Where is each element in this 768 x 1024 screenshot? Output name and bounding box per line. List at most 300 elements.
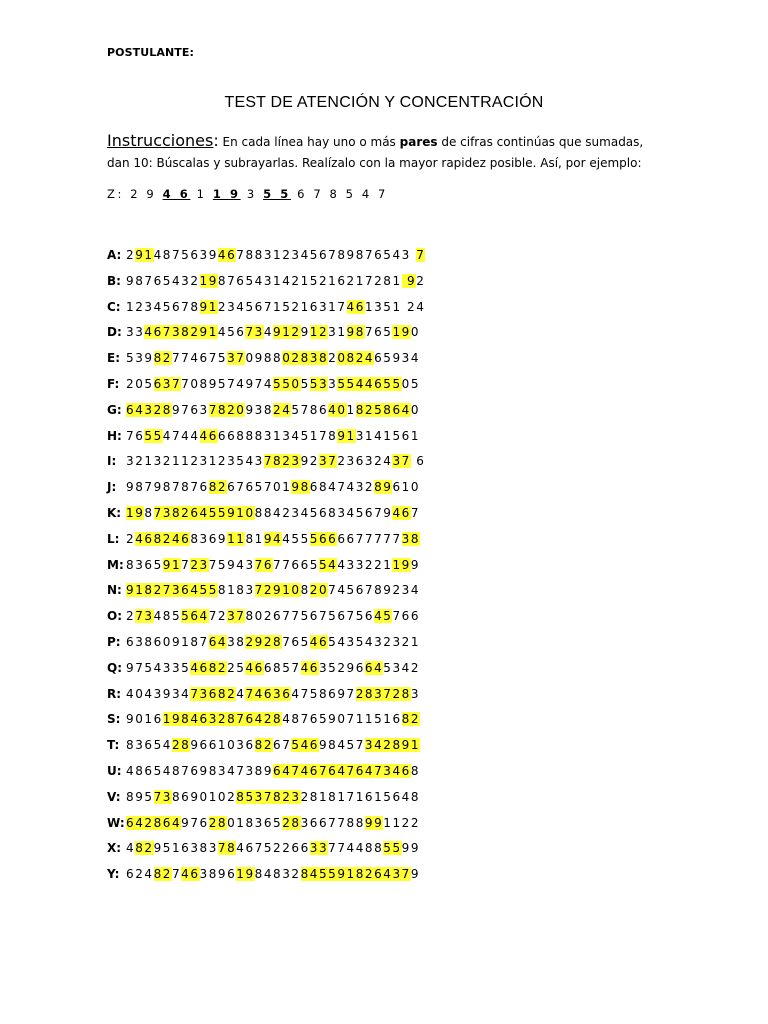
page-title: TEST DE ATENCIÓN Y CONCENTRACIÓN <box>224 94 544 111</box>
digit: 3 <box>401 583 411 598</box>
digit: 7 <box>383 686 393 701</box>
digit: 7 <box>318 428 329 443</box>
digit: 6 <box>374 867 384 882</box>
digit: 4 <box>282 763 292 778</box>
row-digits <box>126 504 420 522</box>
digit: 6 <box>273 763 283 778</box>
digit: 8 <box>383 402 393 417</box>
digit: 4 <box>199 609 209 624</box>
digit: 6 <box>309 609 319 624</box>
digit: 3 <box>374 686 384 701</box>
digit: 8 <box>300 480 310 495</box>
digit: 3 <box>392 867 402 882</box>
digit: 3 <box>208 712 218 727</box>
digit: 8 <box>153 531 163 546</box>
digit: 6 <box>337 531 347 546</box>
digit: 6 <box>392 789 402 804</box>
digit: 1 <box>383 712 393 727</box>
digit: 6 <box>181 583 191 598</box>
digit: 3 <box>254 325 264 340</box>
example-pair-underlined: 4 6 <box>162 187 191 201</box>
digit: 8 <box>410 789 420 804</box>
digit: 6 <box>328 531 338 546</box>
digit: 7 <box>227 376 237 391</box>
digit: 1 <box>346 867 356 882</box>
digit: 3 <box>263 273 273 288</box>
digit: 1 <box>282 325 292 340</box>
digit: 5 <box>217 505 228 520</box>
row-digits <box>126 736 420 754</box>
digit: 5 <box>273 376 283 391</box>
digit: 5 <box>318 867 329 882</box>
digit: 7 <box>337 815 347 830</box>
test-row <box>107 710 667 736</box>
digit: 8 <box>318 351 329 366</box>
digit: 6 <box>254 299 264 314</box>
digit: 7 <box>254 841 264 856</box>
digit: 4 <box>300 505 310 520</box>
digit: 4 <box>263 867 273 882</box>
digit: 4 <box>383 454 393 469</box>
digit: 0 <box>217 789 228 804</box>
digit: 2 <box>282 841 292 856</box>
test-row <box>107 788 667 814</box>
digit: 4 <box>217 325 228 340</box>
row-label: X: <box>107 841 122 856</box>
digit: 5 <box>392 376 402 391</box>
digit: 6 <box>291 557 301 572</box>
digit: 1 <box>374 789 384 804</box>
row-digits <box>126 865 420 883</box>
digit: 8 <box>162 609 172 624</box>
digit: 8 <box>153 815 163 830</box>
digit: 8 <box>217 686 228 701</box>
digit: 7 <box>374 531 384 546</box>
digit: 1 <box>282 480 292 495</box>
digit: 8 <box>171 789 182 804</box>
digit: 1 <box>355 712 365 727</box>
digit: 6 <box>346 531 356 546</box>
digit: 7 <box>236 763 246 778</box>
digit: 1 <box>273 273 283 288</box>
digit: 6 <box>355 454 365 469</box>
digit: 0 <box>190 376 200 391</box>
digit: 8 <box>346 815 356 830</box>
digit: 8 <box>126 738 136 753</box>
digit: 3 <box>126 454 136 469</box>
digit: 4 <box>346 299 356 314</box>
row-label: S: <box>107 712 121 727</box>
digit: 9 <box>410 841 420 856</box>
digit: 6 <box>153 325 163 340</box>
test-row <box>107 401 667 427</box>
digit: 9 <box>171 402 182 417</box>
test-row <box>107 659 667 685</box>
digit: 9 <box>401 841 411 856</box>
digit: 7 <box>282 609 292 624</box>
digit: 0 <box>291 583 301 598</box>
digit: 2 <box>181 505 191 520</box>
digit: 8 <box>392 738 402 753</box>
digit: 6 <box>392 712 402 727</box>
row-digits <box>126 814 420 832</box>
digit: 4 <box>217 248 228 262</box>
digit: 8 <box>273 789 283 804</box>
digit: 2 <box>282 815 292 830</box>
digit: 7 <box>181 351 191 366</box>
digit: 9 <box>410 867 420 882</box>
digit: 9 <box>162 686 172 701</box>
digit: 8 <box>300 583 310 598</box>
digit: 4 <box>236 841 246 856</box>
digit: 2 <box>309 454 319 469</box>
digit: 6 <box>364 660 375 675</box>
digit: 5 <box>346 376 356 391</box>
digit: 4 <box>410 583 420 598</box>
example-digits-plain: 2 9 <box>130 187 163 201</box>
digit: 1 <box>410 738 420 753</box>
digit: 6 <box>227 480 237 495</box>
digit: 3 <box>144 609 154 624</box>
digit: 9 <box>126 480 136 495</box>
digit: 2 <box>282 248 292 262</box>
row-digits <box>126 530 420 548</box>
digit: 7 <box>208 557 218 572</box>
digit: 8 <box>245 248 255 262</box>
digit: 2 <box>273 841 283 856</box>
digit: 9 <box>254 351 264 366</box>
digit: 4 <box>374 660 384 675</box>
digit: 7 <box>364 583 375 598</box>
digit: 6 <box>291 841 301 856</box>
digit: 7 <box>190 815 200 830</box>
digit: 7 <box>181 763 191 778</box>
digit: 6 <box>245 712 255 727</box>
digit: 5 <box>153 763 163 778</box>
digit: 3 <box>346 634 356 649</box>
digit: 2 <box>217 609 228 624</box>
digit: 6 <box>401 609 411 624</box>
digit: 0 <box>410 325 420 340</box>
digit: 4 <box>171 531 182 546</box>
digit: 6 <box>181 841 191 856</box>
digit: 4 <box>190 660 200 675</box>
digit: 1 <box>383 815 393 830</box>
instructions-bold-word: pares <box>399 135 438 149</box>
digit: 4 <box>153 660 163 675</box>
digit: 3 <box>374 299 384 314</box>
digit: 6 <box>263 686 273 701</box>
digit: 3 <box>245 557 255 572</box>
digit: 6 <box>364 609 375 624</box>
digit: 7 <box>227 273 237 288</box>
digit: 3 <box>374 634 384 649</box>
digit: 2 <box>208 815 218 830</box>
example-pair-underlined: 5 5 <box>263 187 291 201</box>
digit: 2 <box>374 273 384 288</box>
digit: 2 <box>282 505 292 520</box>
digit: 9 <box>227 557 237 572</box>
instructions-paragraph <box>107 130 667 174</box>
digit: 2 <box>407 299 417 314</box>
instructions-text-b: de cifras continúas que sumadas, dan 10: Búscalas y subrayarlas. Realízalo con la mayor rapidez posible. Así, por ejemplo: <box>107 135 644 170</box>
digit: 8 <box>254 248 264 262</box>
digit: 2 <box>282 454 292 469</box>
digit: 9 <box>153 841 163 856</box>
digit: 6 <box>309 738 319 753</box>
digit: 2 <box>364 402 375 417</box>
digit: 9 <box>401 325 411 340</box>
digit: 5 <box>410 376 420 391</box>
digit: 0 <box>291 376 301 391</box>
digit: 4 <box>199 505 209 520</box>
digit: 8 <box>135 273 145 288</box>
digit: 6 <box>291 634 301 649</box>
row-label: B: <box>107 273 121 288</box>
digit: 9 <box>217 531 228 546</box>
digit: 8 <box>355 325 365 340</box>
digit: 8 <box>135 480 145 495</box>
digit: 5 <box>383 248 393 262</box>
digit: 2 <box>374 557 384 572</box>
digit: 5 <box>383 376 393 391</box>
digit: 8 <box>273 351 283 366</box>
digit: 1 <box>392 815 402 830</box>
digit: 4 <box>144 325 154 340</box>
digit: 9 <box>126 712 136 727</box>
digit: 4 <box>392 248 402 262</box>
test-row <box>107 607 667 633</box>
digit: 9 <box>199 299 209 314</box>
digit: 9 <box>374 815 384 830</box>
digit: 2 <box>144 841 154 856</box>
digit: 7 <box>263 789 273 804</box>
digit: 9 <box>337 686 347 701</box>
digit: 3 <box>171 686 182 701</box>
digit: 6 <box>254 660 264 675</box>
digit: 8 <box>162 248 172 262</box>
digit: 7 <box>328 815 338 830</box>
digit: 8 <box>135 763 145 778</box>
digit: 5 <box>199 583 209 598</box>
digit: 4 <box>282 712 292 727</box>
digit: 1 <box>346 428 356 443</box>
digit: 1 <box>401 480 411 495</box>
digit: 8 <box>190 531 200 546</box>
digit: 6 <box>199 815 209 830</box>
digit: 2 <box>263 712 273 727</box>
digit: 4 <box>126 763 136 778</box>
digit: 8 <box>217 815 228 830</box>
row-digits <box>126 633 420 651</box>
digit: 1 <box>227 531 237 546</box>
digit: 3 <box>190 841 200 856</box>
digit: 6 <box>208 634 218 649</box>
digit: 1 <box>199 273 209 288</box>
row-label: C: <box>107 299 121 314</box>
digit: 8 <box>190 299 200 314</box>
digit: 6 <box>318 402 329 417</box>
digit: 4 <box>162 763 172 778</box>
digit: 4 <box>273 505 283 520</box>
digit: 2 <box>309 583 319 598</box>
digit: 9 <box>153 480 163 495</box>
digit: 8 <box>300 867 310 882</box>
digit: 8 <box>245 815 255 830</box>
digit: 3 <box>401 248 411 262</box>
digit: 5 <box>153 557 163 572</box>
digit: 8 <box>181 325 191 340</box>
test-row <box>107 504 667 530</box>
digit: 3 <box>199 531 209 546</box>
digit: 9 <box>263 763 273 778</box>
digit: 4 <box>309 867 319 882</box>
digit: 4 <box>383 867 393 882</box>
digit: 6 <box>236 273 246 288</box>
digit: 3 <box>227 634 237 649</box>
digit: 4 <box>346 505 356 520</box>
digit: 7 <box>254 583 264 598</box>
digit: 6 <box>309 299 319 314</box>
digit: 4 <box>199 428 209 443</box>
digit: 8 <box>236 789 246 804</box>
digit: 6 <box>263 557 273 572</box>
digit: 2 <box>410 712 420 727</box>
digit: 9 <box>300 454 310 469</box>
digit: 6 <box>309 763 319 778</box>
digit: 1 <box>410 428 420 443</box>
digit: 4 <box>245 454 255 469</box>
digit: 5 <box>355 505 365 520</box>
digit: 5 <box>383 841 393 856</box>
digit: 2 <box>291 273 301 288</box>
digit: 9 <box>245 867 255 882</box>
digit: 8 <box>217 273 228 288</box>
digit: 3 <box>162 660 172 675</box>
digit: 1 <box>392 273 402 288</box>
digit: 0 <box>236 402 246 417</box>
digit: 3 <box>199 454 209 469</box>
digit: 2 <box>153 583 163 598</box>
row-digits <box>126 427 420 445</box>
digit: 6 <box>392 480 402 495</box>
test-row <box>107 685 667 711</box>
digit: 2 <box>416 273 426 288</box>
digit: 3 <box>392 660 402 675</box>
digit: 7 <box>245 686 255 701</box>
digit: 7 <box>337 841 347 856</box>
digit: 9 <box>328 712 338 727</box>
digit: 6 <box>190 763 200 778</box>
digit: 6 <box>374 325 384 340</box>
row-label: M: <box>107 557 124 572</box>
digit: 9 <box>407 273 417 288</box>
digit: 9 <box>199 325 209 340</box>
digit: 3 <box>392 634 402 649</box>
digit: 2 <box>263 634 273 649</box>
digit: 5 <box>245 273 255 288</box>
test-row <box>107 556 667 582</box>
digit: 3 <box>263 428 273 443</box>
digit: 2 <box>227 686 237 701</box>
digit: 5 <box>309 557 319 572</box>
digit: 8 <box>309 402 319 417</box>
digit: 1 <box>217 738 228 753</box>
digit: 9 <box>217 867 228 882</box>
digit: 7 <box>245 325 255 340</box>
digit: 8 <box>273 634 283 649</box>
digit: 1 <box>273 299 283 314</box>
digit: 4 <box>190 712 200 727</box>
digit: 1 <box>364 428 375 443</box>
digit: 6 <box>236 325 246 340</box>
digit: 6 <box>153 634 163 649</box>
digit: 0 <box>254 609 264 624</box>
digit: 6 <box>364 789 375 804</box>
digit: 2 <box>282 789 292 804</box>
digit: 1 <box>309 428 319 443</box>
digit: 9 <box>401 557 411 572</box>
digit: 8 <box>208 763 218 778</box>
digit: 6 <box>217 428 228 443</box>
digit: 4 <box>374 428 384 443</box>
digit: 5 <box>300 609 310 624</box>
digit: 3 <box>135 557 145 572</box>
digit: 5 <box>181 660 191 675</box>
digit: 8 <box>254 428 264 443</box>
digit: 9 <box>126 273 136 288</box>
digit: 8 <box>309 789 319 804</box>
digit: 7 <box>181 557 191 572</box>
digit: 8 <box>190 634 200 649</box>
digit: 5 <box>282 299 292 314</box>
digit: 6 <box>208 738 218 753</box>
digit: 8 <box>181 738 191 753</box>
digit: 2 <box>291 867 301 882</box>
digit: 3 <box>254 454 264 469</box>
digit: 5 <box>374 402 384 417</box>
digit: 4 <box>282 402 292 417</box>
row-digits <box>126 556 420 574</box>
digit: 3 <box>227 351 237 366</box>
digit: 8 <box>318 480 329 495</box>
digit: 3 <box>401 531 411 546</box>
digit: 5 <box>153 428 163 443</box>
digit: 4 <box>227 763 237 778</box>
digit: 4 <box>401 660 411 675</box>
digit: 6 <box>162 815 172 830</box>
digit: 5 <box>282 660 292 675</box>
digit: 5 <box>144 428 154 443</box>
digit: 7 <box>318 609 329 624</box>
digit: 2 <box>263 738 273 753</box>
digit: 7 <box>254 376 264 391</box>
digit: 6 <box>401 428 411 443</box>
row-digits <box>126 272 425 290</box>
example-digits-plain: 6 7 8 5 4 7 <box>290 187 388 201</box>
digit: 4 <box>328 480 338 495</box>
digit: 5 <box>383 299 393 314</box>
digit: 7 <box>263 480 273 495</box>
digit: 8 <box>263 402 273 417</box>
digit: 1 <box>135 583 145 598</box>
digit: 2 <box>337 454 347 469</box>
row-digits <box>126 478 420 496</box>
digit: 2 <box>401 815 411 830</box>
digit: 3 <box>328 376 338 391</box>
digit: 7 <box>374 763 384 778</box>
digit: 0 <box>135 686 145 701</box>
